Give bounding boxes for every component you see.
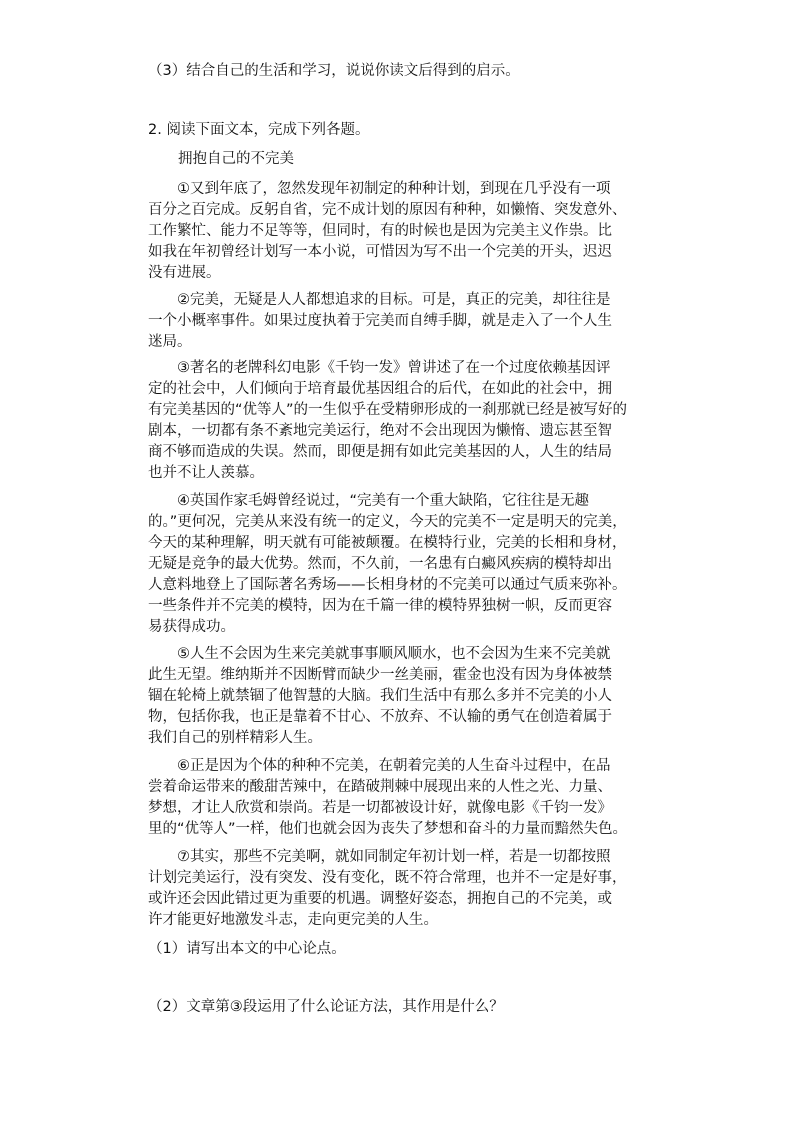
paragraph-line: 一个小概率事件。如果过度执着于完美而自缚手脚，就是走入了一个人生 [148,313,612,329]
paragraph-line: 的。”更何况，完美从来没有统一的定义，今天的完美不一定是明天的完美， [148,514,627,530]
paragraph-line: 也并不让人羡慕。 [148,465,264,481]
paragraph-line: 我们自己的别样精彩人生。 [148,730,322,746]
paragraph-line: ②完美，无疑是人人都想追求的目标。可是，真正的完美，却往往是 [148,292,611,308]
paragraph-line: 人意料地登上了国际著名秀场——长相身材的不完美可以通过气质来弥补。 [148,577,627,593]
paragraph-line: ①又到年底了，忽然发现年初制定的种种计划，到现在几乎没有一项 [148,181,611,197]
paragraph-line: 物，包括你我，也正是靠着不甘心、不放弃、不认输的勇气在创造着属于 [148,709,612,725]
question-1: （1）请写出本文的中心论点。 [148,941,346,957]
question-2: （2）文章第③段运用了什么论证方法，其作用是什么？ [148,999,504,1015]
question-3: （3）结合自己的生活和学习，说说你读文后得到的启示。 [148,63,520,79]
paragraph-line: 梦想，才让人欣赏和崇尚。若是一切都被设计好，就像电影《千钧一发》 [148,800,612,816]
paragraph-line: 今天的某种理解，明天就有可能被颠覆。在模特行业，完美的长相和身材， [148,535,627,551]
paragraph-line: 或许还会因此错过更为重要的机遇。调整好姿态，拥抱自己的不完美，或 [148,891,612,907]
paragraph-line: ⑦其实，那些不完美啊，就如同制定年初计划一样，若是一切都按照 [148,849,611,865]
paragraph-line: 剧本，一切都有条不紊地完美运行，绝对不会出现因为懒惰、遗忘甚至智 [148,423,612,439]
paragraph-line: 定的社会中，人们倾向于培育最优基因组合的后代，在如此的社会中，拥 [148,381,612,397]
paragraph-line: 易获得成功。 [148,619,235,635]
paragraph-line: 商不够而造成的失误。然而，即便是拥有如此完美基因的人，人生的结局 [148,444,612,460]
article-title: 拥抱自己的不完美 [178,151,294,167]
paragraph-line: 里的“优等人”一样，他们也就会因为丧失了梦想和奋斗的力量而黯然失色。 [148,821,628,837]
paragraph-line: 计划完美运行，没有突发、没有变化，既不符合常理，也并不一定是好事， [148,870,627,886]
paragraph-line: 没有进展。 [148,265,221,281]
paragraph-line: 如我在年初曾经计划写一本小说，可惜因为写不出一个完美的开头，迟迟 [148,244,612,260]
paragraph-line: 此生无望。维纳斯并不因断臂而缺少一丝美丽，霍金也没有因为身体被禁 [148,667,612,683]
paragraph-line: 百分之百完成。反躬自省，完不成计划的原因有种种，如懒惰、突发意外、 [148,202,627,218]
section-instruction: 2. 阅读下面文本，完成下列各题。 [148,122,370,138]
paragraph-line: 有完美基因的“优等人”的一生似乎在受精卵形成的一刹那就已经是被写好的 [148,402,628,418]
paragraph-line: ④英国作家毛姆曾经说过，“完美有一个重大缺陷，它往往是无趣 [148,493,590,509]
paragraph-line: 锢在轮椅上就禁锢了他智慧的大脑。我们生活中有那么多并不完美的小人 [148,688,612,704]
paragraph-line: ③著名的老牌科幻电影《千钧一发》曾讲述了在一个过度依赖基因评 [148,360,611,376]
paragraph-line: 尝着命运带来的酸甜苦辣中，在踏破荆棘中展现出来的人性之光、力量、 [148,779,612,795]
paragraph-line: 许才能更好地激发斗志，走向更完美的人生。 [148,912,438,928]
paragraph-line: 迷局。 [148,334,192,350]
paragraph-line: 工作繁忙、能力不足等等，但同时，有的时候也是因为完美主义作祟。比 [148,223,612,239]
paragraph-line: 一些条件并不完美的模特，因为在千篇一律的模特界独树一帜，反而更容 [148,598,612,614]
paragraph-line: 无疑是竞争的最大优势。然而，不久前，一名患有白癜风疾病的模特却出 [148,556,612,572]
paragraph-line: ⑤人生不会因为生来完美就事事顺风顺水，也不会因为生来不完美就 [148,646,611,662]
paragraph-line: ⑥正是因为个体的种种不完美，在朝着完美的人生奋斗过程中，在品 [148,758,611,774]
